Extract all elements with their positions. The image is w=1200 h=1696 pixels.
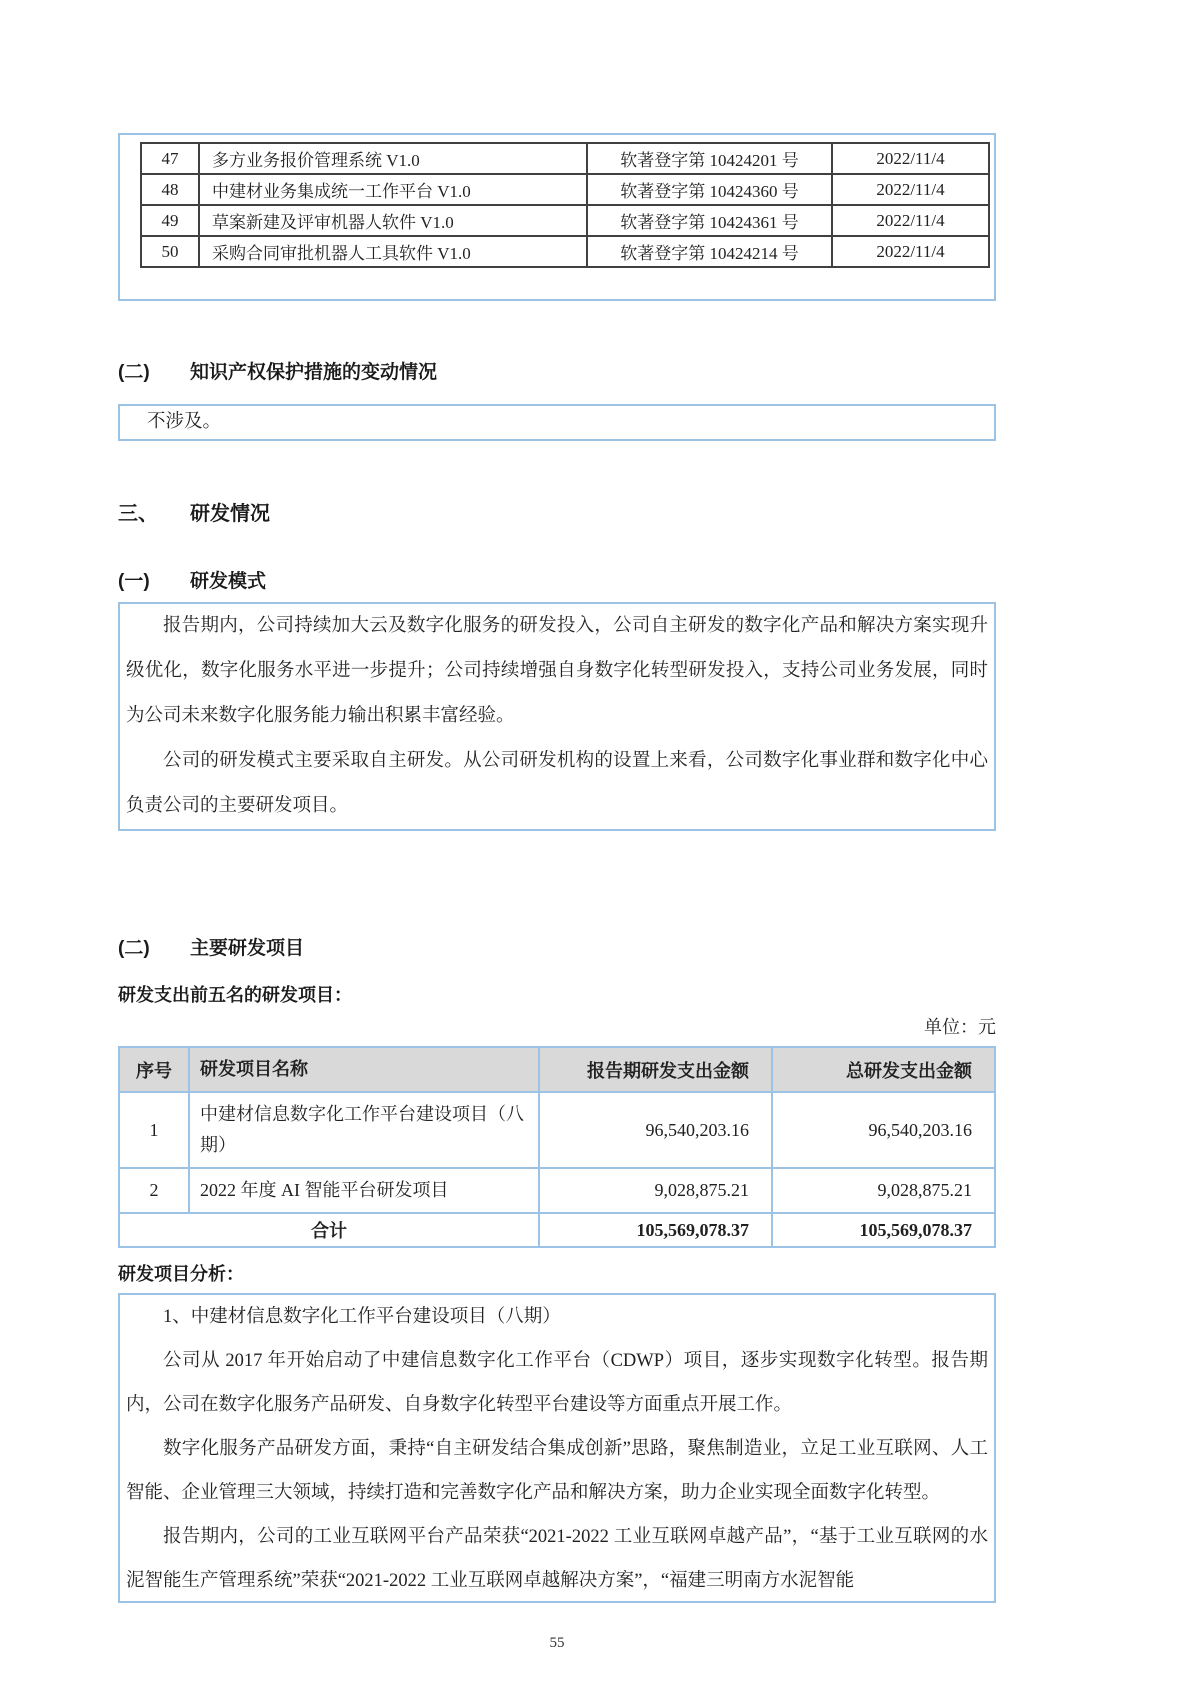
cell-software-name: 采购合同审批机器人工具软件 V1.0 bbox=[199, 236, 587, 267]
paragraph: 公司的研发模式主要采取自主研发。从公司研发机构的设置上来看，公司数字化事业群和数字化中心负责公司的主要研发项目。 bbox=[126, 751, 988, 816]
heading-title: 研发情况 bbox=[190, 503, 270, 525]
cell-total-amount: 105,569,078.37 bbox=[772, 1213, 995, 1247]
document-page bbox=[118, 0, 996, 1652]
header-period-expenditure: 报告期研发支出金额 bbox=[539, 1047, 772, 1092]
cell-index: 48 bbox=[141, 174, 199, 205]
cell-period-amount: 105,569,078.37 bbox=[539, 1213, 772, 1247]
section-heading-ip-protection bbox=[118, 357, 996, 384]
cell-registration-no: 软著登字第 10424360 号 bbox=[587, 174, 832, 205]
cell-total-amount: 9,028,875.21 bbox=[772, 1168, 995, 1213]
heading-title: 研发模式 bbox=[190, 571, 267, 592]
cell-period-amount: 96,540,203.16 bbox=[539, 1092, 772, 1168]
cell-index: 49 bbox=[141, 205, 199, 236]
cell-date: 2022/11/4 bbox=[832, 174, 989, 205]
top-five-projects-lead: 研发支出前五名的研发项目： bbox=[118, 985, 352, 1005]
paragraph: 公司从 2017 年开始启动了中建信息数字化工作平台（CDWP）项目，逐步实现数字化转型。报告期内，公司在数字化服务产品研发、自身数字化转型平台建设等方面重点开展工作。 bbox=[126, 1351, 988, 1415]
section-heading-main-projects bbox=[118, 933, 996, 960]
cell-date: 2022/11/4 bbox=[832, 143, 989, 174]
cell-index: 2 bbox=[119, 1168, 189, 1213]
paragraph: 报告期内，公司的工业互联网平台产品荣获“2021-2022 工业互联网卓越产品”，“基于工业互联网的水泥智能生产管理系统”荣获“2021-2022 工业互联网卓越解决方案”，“福建三明南方水泥智能 bbox=[126, 1527, 988, 1591]
rd-mode-text-box bbox=[118, 602, 996, 831]
cell-registration-no: 软著登字第 10424214 号 bbox=[587, 236, 832, 267]
cell-project-name: 中建材信息数字化工作平台建设项目（八期） bbox=[189, 1092, 539, 1168]
header-project-name: 研发项目名称 bbox=[189, 1047, 539, 1092]
paragraph: 数字化服务产品研发方面，秉持“自主研发结合集成创新”思路，聚焦制造业，立足工业互联网、人工智能、企业管理三大领域，持续打造和完善数字化产品和解决方案，助力企业实现全面数字化转型。 bbox=[126, 1439, 988, 1503]
cell-software-name: 草案新建及评审机器人软件 V1.0 bbox=[199, 205, 587, 236]
table-row bbox=[141, 205, 989, 236]
heading-label: 三、 bbox=[118, 503, 158, 525]
cell-software-name: 中建材业务集成统一工作平台 V1.0 bbox=[199, 174, 587, 205]
page-number: 55 bbox=[549, 1635, 565, 1651]
cell-software-name: 多方业务报价管理系统 V1.0 bbox=[199, 143, 587, 174]
section-heading-rd-overview bbox=[118, 497, 996, 526]
cell-index: 47 bbox=[141, 143, 199, 174]
cell-index: 50 bbox=[141, 236, 199, 267]
cell-date: 2022/11/4 bbox=[832, 236, 989, 267]
heading-label: (一) bbox=[118, 571, 150, 592]
header-total-expenditure: 总研发支出金额 bbox=[772, 1047, 995, 1092]
software-copyright-table bbox=[140, 142, 990, 268]
section-heading-rd-mode bbox=[118, 566, 996, 593]
cell-registration-no: 软著登字第 10424201 号 bbox=[587, 143, 832, 174]
paragraph: 1、中建材信息数字化工作平台建设项目（八期） bbox=[163, 1307, 561, 1327]
paragraph: 报告期内，公司持续加大云及数字化服务的研发投入，公司自主研发的数字化产品和解决方案实现升级优化，数字化服务水平进一步提升；公司持续增强自身数字化转型研发投入，支持公司业务发展，同时为公司未来数字化服务能力输出积累丰富经验。 bbox=[126, 616, 988, 726]
heading-title: 知识产权保护措施的变动情况 bbox=[190, 362, 438, 383]
table-row bbox=[141, 143, 989, 174]
table-total-row bbox=[119, 1213, 995, 1247]
analysis-text-box bbox=[118, 1293, 996, 1603]
cell-date: 2022/11/4 bbox=[832, 205, 989, 236]
table-row bbox=[119, 1092, 995, 1168]
software-table-container bbox=[118, 133, 996, 301]
analysis-label: 研发项目分析： bbox=[118, 1264, 244, 1284]
unit-label: 单位：元 bbox=[924, 1017, 996, 1037]
table-header-row bbox=[119, 1047, 995, 1092]
cell-total-label: 合计 bbox=[119, 1213, 539, 1247]
cell-registration-no: 软著登字第 10424361 号 bbox=[587, 205, 832, 236]
table-row bbox=[141, 174, 989, 205]
heading-label: (二) bbox=[118, 938, 150, 959]
cell-period-amount: 9,028,875.21 bbox=[539, 1168, 772, 1213]
header-index: 序号 bbox=[119, 1047, 189, 1092]
table-row bbox=[141, 236, 989, 267]
table-row bbox=[119, 1168, 995, 1213]
cell-total-amount: 96,540,203.16 bbox=[772, 1092, 995, 1168]
not-applicable-box bbox=[118, 404, 996, 441]
cell-index: 1 bbox=[119, 1092, 189, 1168]
heading-label: (二) bbox=[118, 362, 150, 383]
not-applicable-text: 不涉及。 bbox=[147, 412, 222, 432]
rd-expenditure-table bbox=[118, 1046, 996, 1248]
cell-project-name: 2022 年度 AI 智能平台研发项目 bbox=[189, 1168, 539, 1213]
heading-title: 主要研发项目 bbox=[190, 938, 305, 959]
